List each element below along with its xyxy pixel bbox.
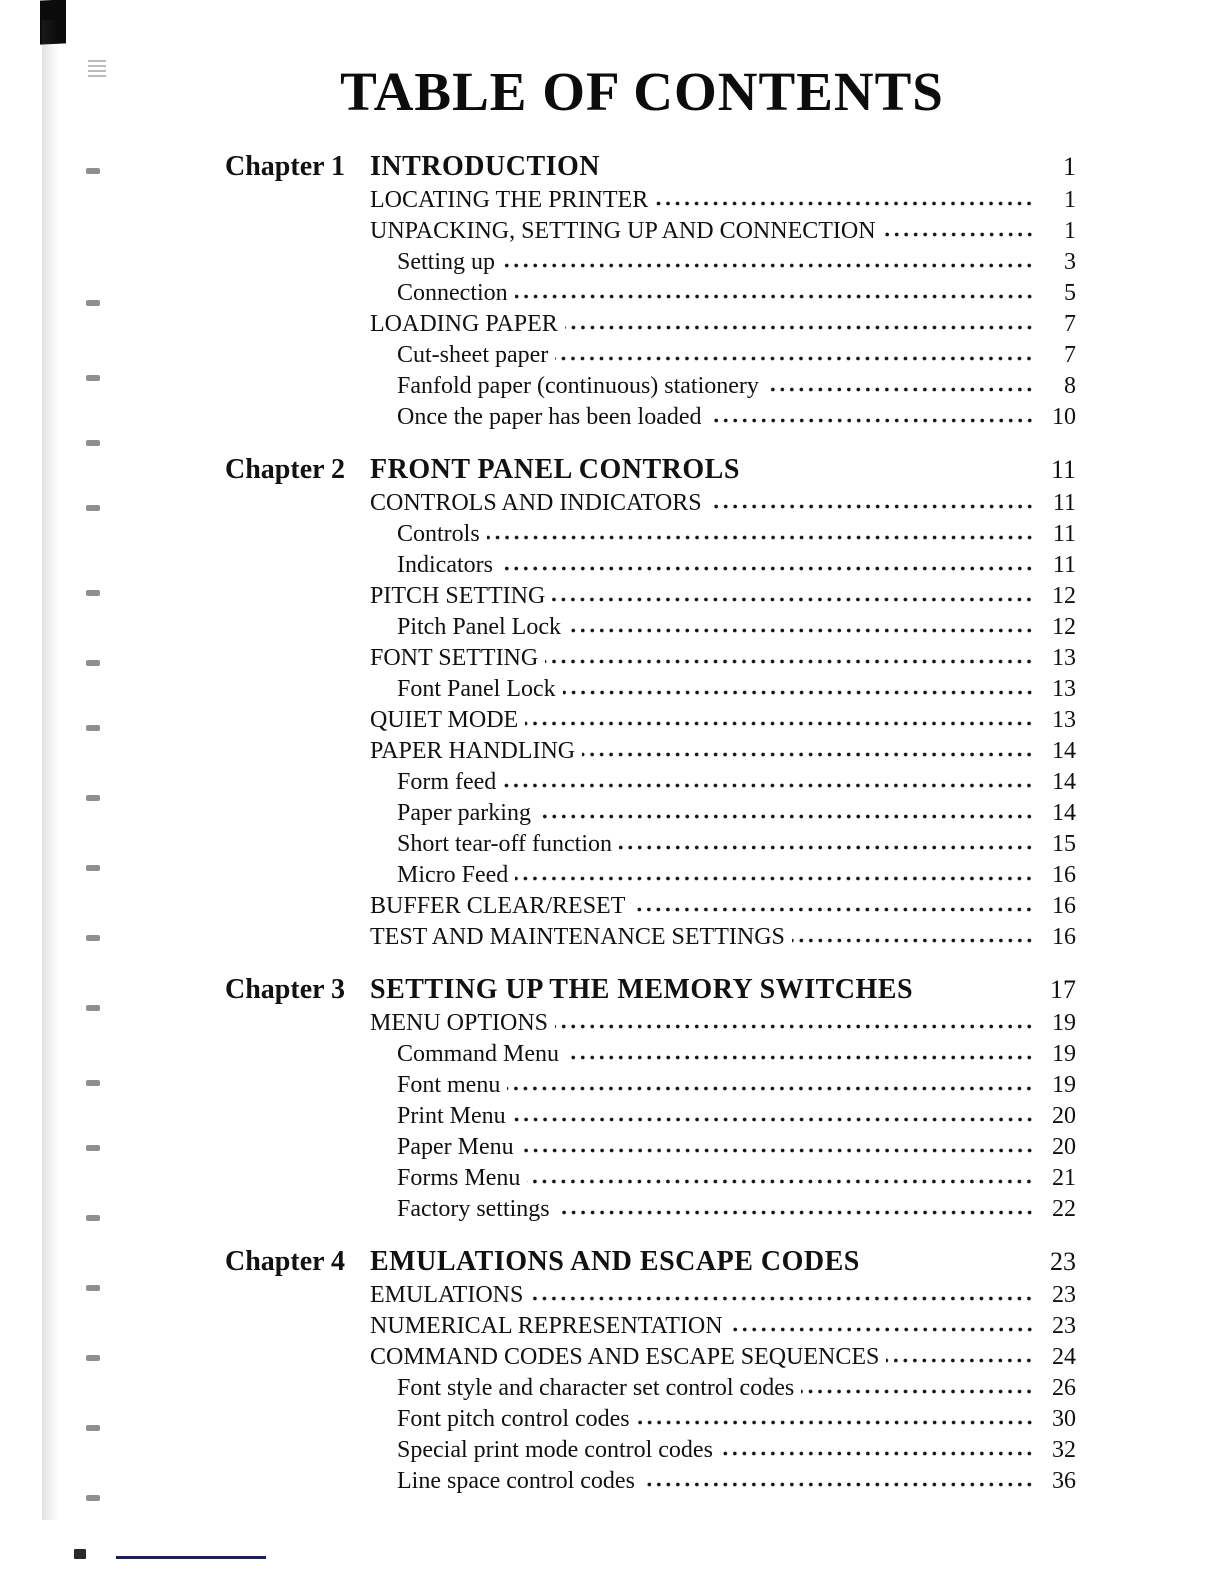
chapter-page-number: 23 bbox=[1050, 1247, 1076, 1276]
toc-entry-text: PITCH SETTING bbox=[370, 583, 546, 609]
toc-entry-text: Font menu bbox=[397, 1072, 501, 1098]
toc-entry-page-number: 10 bbox=[1052, 404, 1076, 430]
dot-leader bbox=[886, 1357, 1034, 1364]
chapter-heading-row bbox=[225, 1244, 1076, 1280]
dot-leader bbox=[709, 417, 1034, 424]
chapter-title: SETTING UP THE MEMORY SWITCHES bbox=[370, 974, 914, 1005]
dot-leader bbox=[563, 689, 1034, 696]
toc-entry-page-number: 1 bbox=[1064, 187, 1076, 213]
scan-artifact-mark bbox=[86, 725, 100, 731]
dot-leader bbox=[655, 200, 1034, 207]
dot-leader bbox=[766, 386, 1034, 393]
scan-artifact-mark bbox=[86, 795, 100, 801]
dot-leader bbox=[503, 782, 1034, 789]
chapter-label: Chapter 3 bbox=[225, 974, 346, 1005]
toc-entry-row bbox=[370, 736, 1076, 767]
scan-artifact-mark bbox=[86, 168, 100, 174]
dot-leader bbox=[555, 1023, 1034, 1030]
toc-entry-text: EMULATIONS bbox=[370, 1282, 524, 1308]
toc-entry-page-number: 19 bbox=[1052, 1010, 1076, 1036]
scan-artifact-mark bbox=[86, 440, 100, 446]
toc-entry-page-number: 7 bbox=[1064, 311, 1076, 337]
toc-entry-text: Command Menu bbox=[397, 1041, 559, 1067]
toc-entry-page-number: 36 bbox=[1052, 1468, 1076, 1494]
toc-entry-text: Paper parking bbox=[397, 800, 531, 826]
scan-artifact-mark bbox=[86, 865, 100, 871]
toc-entry-text: Controls bbox=[397, 521, 480, 547]
toc-entry-page-number: 16 bbox=[1052, 862, 1076, 888]
scan-artifact-mark bbox=[86, 1215, 100, 1221]
toc-entry-row bbox=[370, 309, 1076, 340]
toc-entry-row bbox=[370, 860, 1076, 891]
toc-entry-row bbox=[370, 402, 1076, 433]
toc-entry-row bbox=[370, 581, 1076, 612]
scan-artifact-mark bbox=[86, 1285, 100, 1291]
dot-leader bbox=[568, 627, 1034, 634]
toc-entry-page-number: 13 bbox=[1052, 676, 1076, 702]
toc-entry-page-number: 26 bbox=[1052, 1375, 1076, 1401]
toc-entry-row bbox=[370, 1194, 1076, 1225]
dot-leader bbox=[642, 1481, 1034, 1488]
toc-entry-row bbox=[370, 1163, 1076, 1194]
dot-leader bbox=[538, 813, 1034, 820]
toc-entry-text: UNPACKING, SETTING UP AND CONNECTION bbox=[370, 218, 876, 244]
toc-entry-row bbox=[370, 1435, 1076, 1466]
page-title: TABLE OF CONTENTS bbox=[340, 61, 944, 122]
toc-entry-text: NUMERICAL REPRESENTATION bbox=[370, 1313, 723, 1339]
dot-leader bbox=[709, 503, 1034, 510]
toc-entry-page-number: 11 bbox=[1052, 521, 1076, 547]
toc-entry-text: LOCATING THE PRINTER bbox=[370, 187, 649, 213]
dot-leader bbox=[545, 658, 1034, 665]
toc-entry-row bbox=[370, 643, 1076, 674]
dot-leader bbox=[720, 1450, 1034, 1457]
toc-entry-row bbox=[370, 519, 1076, 550]
toc-entry-page-number: 13 bbox=[1052, 707, 1076, 733]
toc-entry-text: Cut-sheet paper bbox=[397, 342, 549, 368]
toc-entry-page-number: 16 bbox=[1052, 924, 1076, 950]
toc-entry-text: BUFFER CLEAR/RESET bbox=[370, 893, 626, 919]
dot-leader bbox=[530, 1295, 1034, 1302]
dot-leader bbox=[565, 324, 1034, 331]
toc-entry-page-number: 20 bbox=[1052, 1134, 1076, 1160]
toc-entry-page-number: 23 bbox=[1052, 1313, 1076, 1339]
toc-entry-row bbox=[370, 1070, 1076, 1101]
toc-entry-row bbox=[370, 216, 1076, 247]
dot-leader bbox=[801, 1388, 1034, 1395]
toc-entry-row bbox=[370, 705, 1076, 736]
toc-entry-page-number: 16 bbox=[1052, 893, 1076, 919]
toc-entry-text: Once the paper has been loaded bbox=[397, 404, 702, 430]
toc-entry-text: Micro Feed bbox=[397, 862, 509, 888]
dot-leader bbox=[730, 1326, 1034, 1333]
toc-entry-row bbox=[370, 488, 1076, 519]
toc-entry-row bbox=[370, 1101, 1076, 1132]
toc-entry-text: TEST AND MAINTENANCE SETTINGS bbox=[370, 924, 785, 950]
dot-leader bbox=[557, 1209, 1034, 1216]
toc-entry-text: Font style and character set control codes bbox=[397, 1375, 795, 1401]
toc-entry-text: COMMAND CODES AND ESCAPE SEQUENCES bbox=[370, 1344, 880, 1370]
toc-entry-text: Font Panel Lock bbox=[397, 676, 556, 702]
toc-entry-page-number: 19 bbox=[1052, 1041, 1076, 1067]
dot-leader bbox=[883, 231, 1034, 238]
toc-entry-page-number: 15 bbox=[1052, 831, 1076, 857]
toc-entry-page-number: 24 bbox=[1052, 1344, 1076, 1370]
toc-entry-text: MENU OPTIONS bbox=[370, 1010, 549, 1036]
toc-entry-text: Pitch Panel Lock bbox=[397, 614, 561, 640]
dot-leader bbox=[582, 751, 1034, 758]
scan-artifact-edge-shadow bbox=[42, 20, 58, 1520]
toc-entry-text: LOADING PAPER bbox=[370, 311, 558, 337]
chapter-page-number: 11 bbox=[1050, 455, 1076, 484]
toc-entry-page-number: 14 bbox=[1052, 800, 1076, 826]
chapter-title: INTRODUCTION bbox=[370, 151, 601, 182]
toc-entry-row bbox=[370, 1132, 1076, 1163]
scan-artifact-mark bbox=[86, 300, 100, 306]
dot-leader bbox=[566, 1054, 1034, 1061]
toc-entry-row bbox=[370, 798, 1076, 829]
toc-entry-text: Line space control codes bbox=[397, 1468, 635, 1494]
toc-entry-row bbox=[370, 767, 1076, 798]
toc-entry-row bbox=[370, 1466, 1076, 1497]
dot-leader bbox=[502, 262, 1034, 269]
scan-artifact-mark bbox=[86, 1425, 100, 1431]
dot-leader bbox=[521, 1147, 1034, 1154]
scan-artifact-mark bbox=[86, 1495, 100, 1501]
dot-leader bbox=[500, 565, 1034, 572]
dot-leader bbox=[515, 875, 1034, 882]
chapter-label: Chapter 1 bbox=[225, 151, 346, 182]
dot-leader bbox=[513, 1116, 1034, 1123]
toc-entry-page-number: 30 bbox=[1052, 1406, 1076, 1432]
toc-entry-page-number: 8 bbox=[1064, 373, 1076, 399]
toc-entry-row bbox=[370, 185, 1076, 216]
toc-entry-row bbox=[370, 371, 1076, 402]
toc-entry-text: Forms Menu bbox=[397, 1165, 521, 1191]
toc-entry-text: PAPER HANDLING bbox=[370, 738, 576, 764]
toc-entry-row bbox=[370, 1311, 1076, 1342]
dot-leader bbox=[792, 937, 1034, 944]
chapter-title: FRONT PANEL CONTROLS bbox=[370, 454, 740, 485]
chapter-heading-row bbox=[225, 972, 1076, 1008]
dot-leader bbox=[515, 293, 1034, 300]
dot-leader bbox=[487, 534, 1034, 541]
toc-entry-row bbox=[370, 340, 1076, 371]
dot-leader bbox=[632, 906, 1034, 913]
dot-leader bbox=[527, 1178, 1034, 1185]
toc-entry-text: Print Menu bbox=[397, 1103, 506, 1129]
chapter-title: EMULATIONS AND ESCAPE CODES bbox=[370, 1246, 860, 1277]
dot-leader bbox=[525, 720, 1034, 727]
toc-entry-row bbox=[370, 612, 1076, 643]
toc-entry-row bbox=[370, 550, 1076, 581]
toc-entry-row bbox=[370, 1373, 1076, 1404]
toc-entry-row bbox=[370, 1342, 1076, 1373]
toc-entry-page-number: 12 bbox=[1052, 614, 1076, 640]
dot-leader bbox=[552, 596, 1034, 603]
toc-entry-page-number: 21 bbox=[1052, 1165, 1076, 1191]
toc-entry-text: Short tear-off function bbox=[397, 831, 613, 857]
toc-entry-page-number: 5 bbox=[1064, 280, 1076, 306]
toc-entry-page-number: 7 bbox=[1064, 342, 1076, 368]
scan-artifact-mark bbox=[86, 935, 100, 941]
toc-entry-page-number: 32 bbox=[1052, 1437, 1076, 1463]
toc-entry-page-number: 11 bbox=[1052, 552, 1076, 578]
toc-entry-page-number: 11 bbox=[1052, 490, 1076, 516]
toc-entry-row bbox=[370, 891, 1076, 922]
toc-entry-page-number: 13 bbox=[1052, 645, 1076, 671]
toc-entry-row bbox=[370, 1039, 1076, 1070]
toc-entry-page-number: 14 bbox=[1052, 769, 1076, 795]
toc-entry-text: Factory settings bbox=[397, 1196, 550, 1222]
toc-entry-page-number: 12 bbox=[1052, 583, 1076, 609]
toc-entry-page-number: 3 bbox=[1064, 249, 1076, 275]
dot-leader bbox=[619, 844, 1034, 851]
toc-entry-page-number: 20 bbox=[1052, 1103, 1076, 1129]
scan-artifact-mark bbox=[86, 1005, 100, 1011]
chapter-page-number: 1 bbox=[1063, 152, 1076, 181]
scan-artifact-mark bbox=[86, 375, 100, 381]
chapter-label: Chapter 2 bbox=[225, 454, 346, 485]
toc-entry-row bbox=[370, 247, 1076, 278]
scan-artifact-mark bbox=[86, 505, 100, 511]
chapter-page-number: 17 bbox=[1050, 975, 1076, 1004]
scan-artifact-mark bbox=[86, 1355, 100, 1361]
chapter-label: Chapter 4 bbox=[225, 1246, 346, 1277]
toc-entry-row bbox=[370, 1008, 1076, 1039]
scan-artifact-bottom-line bbox=[116, 1556, 266, 1559]
toc-entry-row bbox=[370, 278, 1076, 309]
toc-entry-text: Connection bbox=[397, 280, 508, 306]
toc-entry-text: Special print mode control codes bbox=[397, 1437, 713, 1463]
scan-artifact-mark bbox=[86, 660, 100, 666]
scan-artifact-mark bbox=[86, 1145, 100, 1151]
table-of-contents bbox=[225, 149, 1076, 1497]
toc-entry-page-number: 19 bbox=[1052, 1072, 1076, 1098]
toc-entry-row bbox=[370, 1280, 1076, 1311]
toc-entry-row bbox=[370, 674, 1076, 705]
toc-entry-text: CONTROLS AND INDICATORS bbox=[370, 490, 702, 516]
scan-artifact-bottom-mark bbox=[74, 1549, 86, 1559]
toc-entry-text: Indicators bbox=[397, 552, 493, 578]
toc-entry-text: Form feed bbox=[397, 769, 497, 795]
toc-entry-page-number: 22 bbox=[1052, 1196, 1076, 1222]
toc-entry-text: Font pitch control codes bbox=[397, 1406, 630, 1432]
toc-entry-row bbox=[370, 829, 1076, 860]
toc-entry-text: FONT SETTING bbox=[370, 645, 539, 671]
dot-leader bbox=[555, 355, 1034, 362]
dot-leader bbox=[507, 1085, 1034, 1092]
toc-entry-text: Fanfold paper (continuous) stationery bbox=[397, 373, 759, 399]
scan-artifact-mark bbox=[86, 590, 100, 596]
toc-entry-page-number: 1 bbox=[1064, 218, 1076, 244]
toc-entry-page-number: 14 bbox=[1052, 738, 1076, 764]
toc-entry-text: Paper Menu bbox=[397, 1134, 514, 1160]
toc-entry-text: QUIET MODE bbox=[370, 707, 519, 733]
toc-entry-text: Setting up bbox=[397, 249, 496, 275]
toc-entry-row bbox=[370, 1404, 1076, 1435]
toc-entry-row bbox=[370, 922, 1076, 953]
chapter-heading-row bbox=[225, 149, 1076, 185]
chapter-heading-row bbox=[225, 452, 1076, 488]
toc-entry-page-number: 23 bbox=[1052, 1282, 1076, 1308]
scan-artifact-mark bbox=[86, 1080, 100, 1086]
dot-leader bbox=[637, 1419, 1034, 1426]
